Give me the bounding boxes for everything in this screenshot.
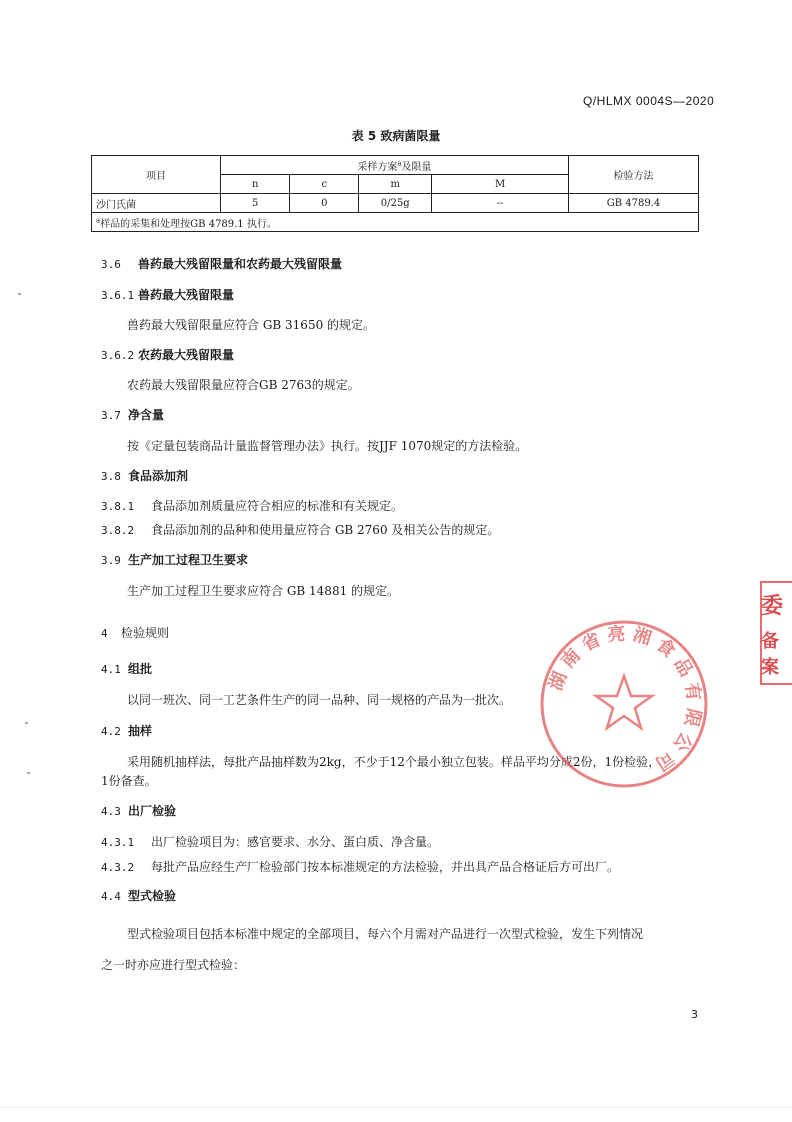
paragraph-4-4-line1: 型式检验项目包括本标准中规定的全部项目，每六个月需对产品进行一次型式检验，发生下列情况	[127, 927, 644, 941]
seal-ring-text: 湖南省亮湘食品有限公司	[545, 623, 705, 778]
subheader-M: M	[432, 175, 569, 194]
cell-method: GB 4789.4	[568, 194, 698, 213]
paragraph-3-7: 按《定量包装商品计量监督管理办法》执行。按JJF 1070规定的方法检验。	[127, 439, 528, 453]
paragraph-4-3-1: 4.3.1 出厂检验项目为：感官要求、水分、蛋白质、净含量。	[101, 835, 440, 849]
filing-side-stamp	[757, 581, 792, 681]
company-seal-stamp	[538, 618, 710, 790]
seal-graphic	[538, 618, 710, 790]
paragraph-4-2-line1: 采用随机抽样法，每批产品抽样数为2kg，不少于12个最小独立包装。样品平均分成2份，1份检验，	[127, 755, 661, 769]
header-method: 检验方法	[568, 156, 698, 194]
heading-4-1: 4.1 组批	[101, 662, 153, 676]
heading-3-8: 3.8 食品添加剂	[101, 469, 189, 483]
scan-speck	[27, 772, 30, 774]
cell-c: 0	[290, 194, 359, 213]
heading-4: 4 检验规则	[101, 626, 170, 640]
document-id: Q/HLMX 0004S—2020	[583, 94, 715, 108]
subheader-m: m	[359, 175, 432, 194]
paragraph-3-9: 生产加工过程卫生要求应符合 GB 14881 的规定。	[127, 584, 400, 598]
heading-3-6-2: 3.6.2 农药最大残留限量	[101, 348, 235, 362]
paragraph-3-6-2: 农药最大残留限量应符合GB 2763的规定。	[127, 378, 360, 392]
scan-speck	[18, 293, 21, 295]
side-stamp-char-2: 备案	[761, 631, 777, 678]
scan-edge	[0, 1107, 792, 1108]
paragraph-4-1: 以同一班次、同一工艺条件生产的同一品种、同一规格的产品为一批次。	[127, 693, 512, 707]
header-item: 项目	[92, 156, 221, 194]
heading-4-3: 4.3 出厂检验	[101, 804, 177, 818]
subheader-n: n	[220, 175, 289, 194]
header-sampling-plan: 采样方案$^a$及限量	[220, 156, 568, 175]
heading-3-9: 3.9 生产加工过程卫生要求	[101, 553, 249, 567]
table-caption: 表 5 致病菌限量	[351, 129, 441, 143]
cell-M: --	[432, 194, 569, 213]
seal-star-icon	[596, 676, 652, 728]
table-row	[92, 194, 699, 213]
paragraph-4-3-2: 4.3.2 每批产品应经生产厂检验部门按本标准规定的方法检验，并出具产品合格证后方可出厂。	[101, 860, 620, 874]
paragraph-3-6-1: 兽药最大残留限量应符合 GB 31650 的规定。	[127, 318, 376, 332]
heading-4-4: 4.4 型式检验	[101, 889, 177, 903]
paragraph-3-8-2: 3.8.2 食品添加剂的品种和使用量应符合 GB 2760 及相关公告的规定。	[101, 523, 500, 537]
pathogen-limit-table	[91, 155, 699, 232]
cell-n: 5	[220, 194, 289, 213]
heading-3-6: 3.6 兽药最大残留限量和农药最大残留限量	[101, 257, 343, 271]
side-stamp-char-1: 委	[761, 593, 784, 619]
table-footnote: $^a$样品的采集和处理按GB 4789.1 执行。	[92, 213, 699, 232]
paragraph-4-2-line2: 1份备查。	[101, 774, 157, 788]
paragraph-4-4-line2: 之一时亦应进行型式检验：	[101, 958, 246, 972]
subheader-c: c	[290, 175, 359, 194]
heading-3-7: 3.7 净含量	[101, 408, 165, 422]
heading-3-6-1: 3.6.1 兽药最大残留限量	[101, 288, 235, 302]
page-number: 3	[691, 1008, 698, 1021]
scan-speck	[25, 722, 28, 724]
paragraph-3-8-1: 3.8.1 食品添加剂质量应符合相应的标准和有关规定。	[101, 499, 404, 513]
heading-4-2: 4.2 抽样	[101, 724, 153, 738]
cell-m: 0/25g	[359, 194, 432, 213]
cell-item: 沙门氏菌	[92, 194, 221, 213]
